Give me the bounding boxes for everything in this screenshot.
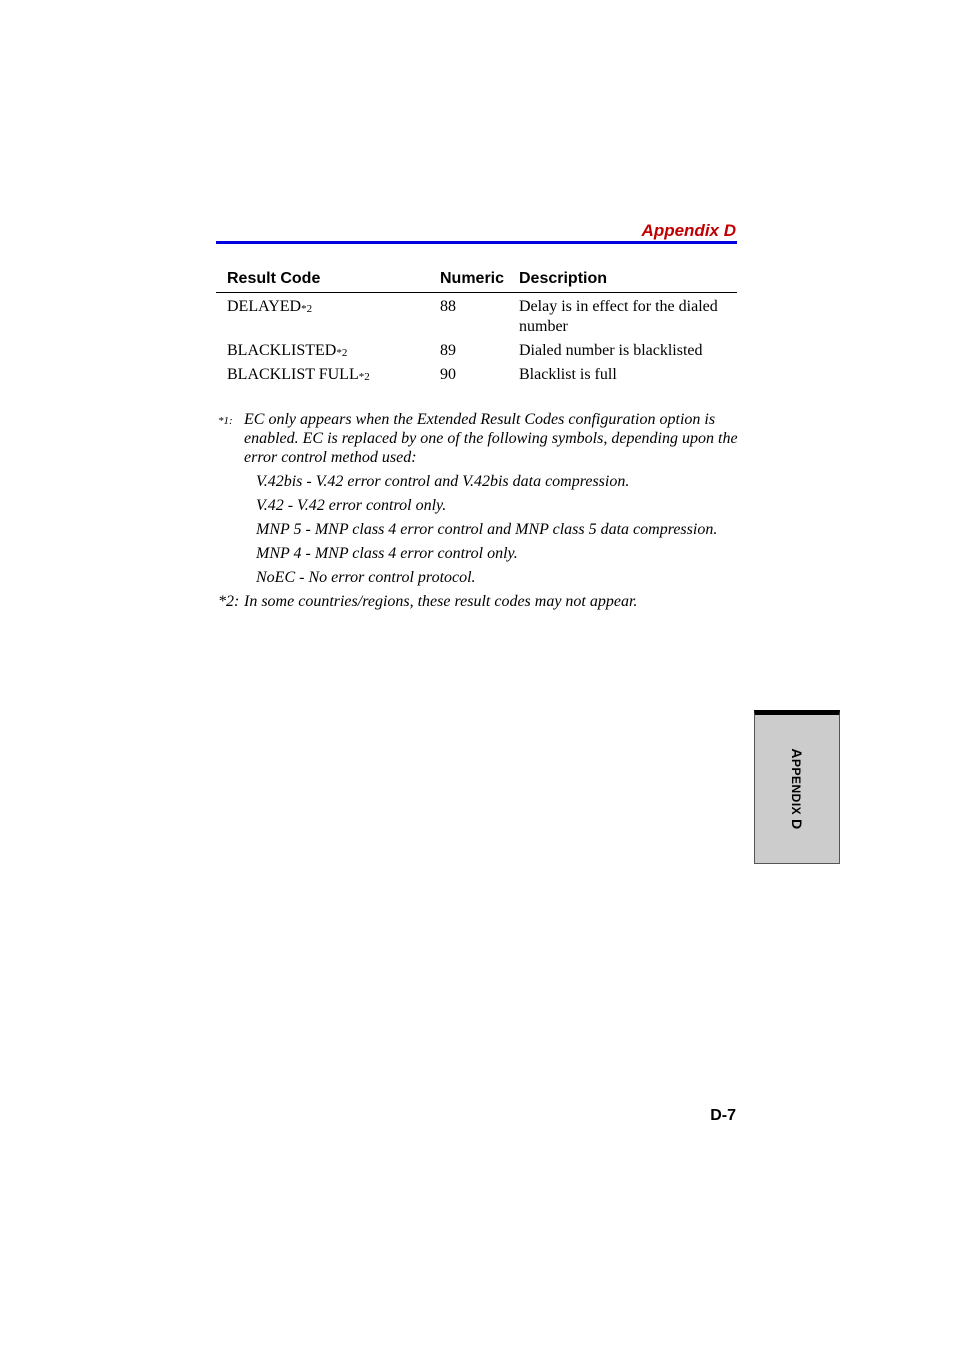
description-cell: Dialed number is blacklisted (519, 342, 703, 359)
footnote-2-marker: *2: (218, 593, 240, 610)
footnote-ref: *2 (358, 371, 370, 383)
table-row (216, 297, 737, 341)
header-rule (216, 241, 737, 244)
result-codes-table (216, 268, 737, 389)
column-header-description: Description (519, 270, 608, 287)
error-control-item: MNP 4 - MNP class 4 error control only. (256, 545, 518, 562)
result-code-cell: BLACKLIST FULL$^{*2}$ (227, 366, 370, 383)
table-header-row (216, 268, 737, 293)
column-header-numeric: Numeric (440, 270, 505, 287)
footnote-1-text: EC only appears when the Extended Result Codes configuration option is enabled. EC is replaced by one of the following symbols, depending upon the error control method used: (244, 411, 738, 466)
error-control-item: MNP 5 - MNP class 4 error control and MNP class 5 data compression. (256, 521, 718, 538)
error-control-item: V.42 - V.42 error control only. (256, 497, 447, 514)
error-control-item: V.42bis - V.42 error control and V.42bis data compression. (256, 473, 630, 490)
footnote-1-marker: *1: (218, 415, 233, 427)
description-cell: Delay is in effect for the dialed number (519, 298, 718, 335)
footnote-ref: *2 (336, 347, 348, 359)
footnote-ref: *2 (301, 303, 313, 315)
numeric-cell: 90 (440, 366, 456, 383)
footnote-2-text: In some countries/regions, these result codes may not appear. (244, 593, 638, 610)
column-header-result-code: Result Code (227, 270, 321, 287)
side-tab-label: APPENDIX D (789, 748, 805, 830)
result-code-cell: DELAYED$^{*2}$ (227, 298, 313, 315)
appendix-side-tab (754, 710, 840, 864)
result-code-cell: BLACKLISTED$^{*2}$ (227, 342, 348, 359)
error-control-item: NoEC - No error control protocol. (256, 569, 476, 586)
numeric-cell: 89 (440, 342, 456, 359)
page-number: D-7 (710, 1107, 736, 1124)
table-row (216, 341, 737, 365)
footnotes (218, 410, 738, 620)
description-cell: Blacklist is full (519, 366, 617, 383)
page-header-title: Appendix D (641, 221, 736, 240)
table-row (216, 365, 737, 389)
numeric-cell: 88 (440, 298, 456, 315)
